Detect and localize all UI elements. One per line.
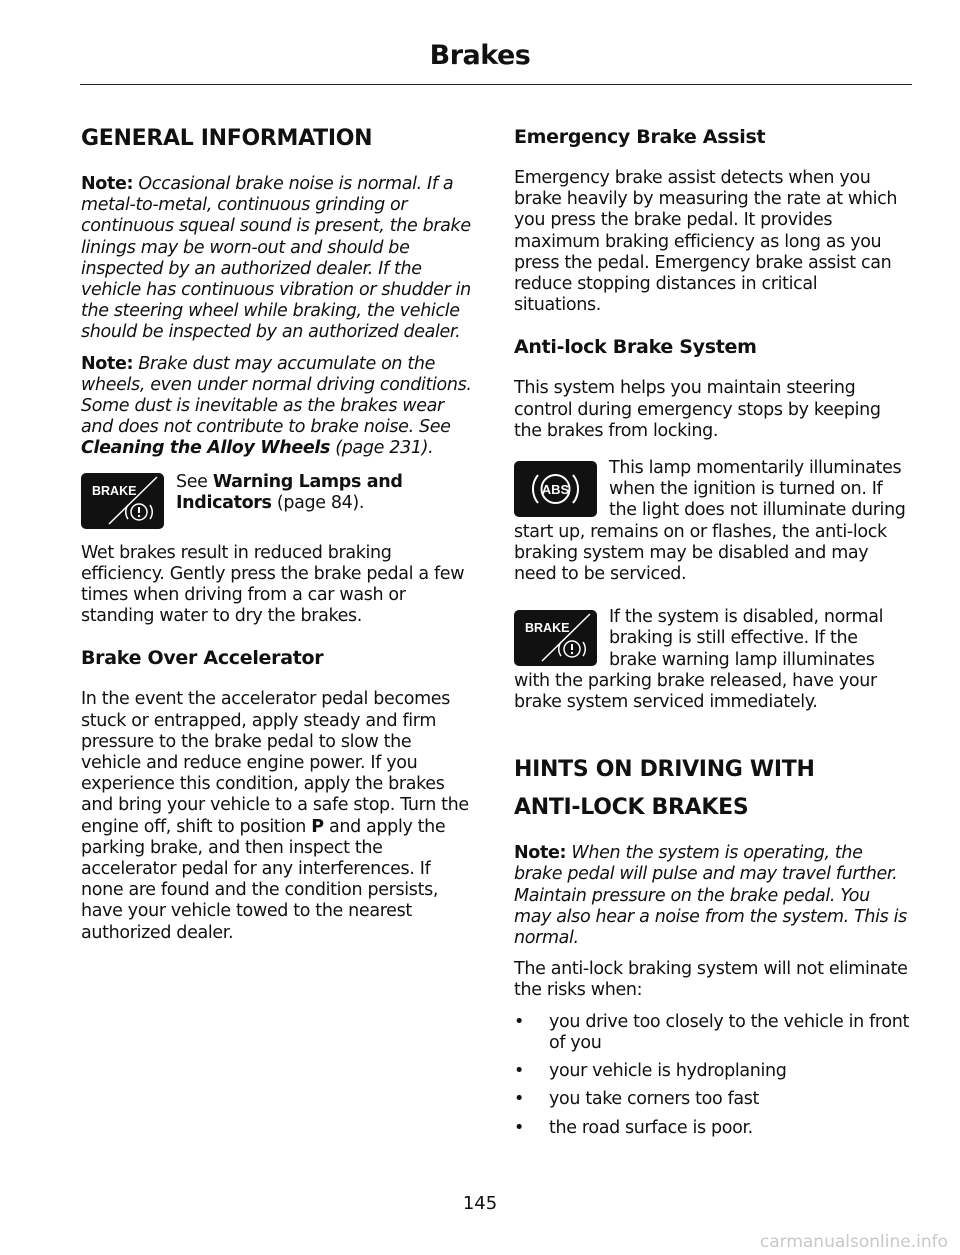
- abs-lamp-text: This lamp momentarily illuminates when the ignition is turned on. If the light does not illuminate during start up, remains on or flashes, the anti-lock braking system may be disabled and may need to be serviced.: [514, 458, 906, 585]
- brake-warning-icon: [81, 473, 164, 529]
- list-item: [514, 1061, 909, 1082]
- hints-heading-line1: HINTS ON DRIVING WITH: [514, 757, 815, 783]
- abs-lamp-label: ABS: [541, 482, 570, 498]
- list-item: [514, 1089, 909, 1110]
- hints-heading: [514, 751, 909, 827]
- note-label: Note:: [81, 174, 134, 194]
- bullet: •: [514, 1011, 524, 1032]
- abs-warning-icon: [514, 461, 597, 517]
- emergency-brake-assist-heading: Emergency Brake Assist: [514, 126, 766, 148]
- left-column: [81, 120, 476, 944]
- position-p: P: [311, 816, 324, 837]
- page-ref: (page 84).: [271, 492, 365, 513]
- anti-lock-brake-system-text: This system helps you maintain steering control during emergency stops by keeping the brakes from locking.: [514, 378, 881, 441]
- risk-list: [514, 1012, 909, 1139]
- list-item-text: you take corners too fast: [549, 1089, 760, 1110]
- note-brake-noise: [81, 174, 476, 344]
- list-item-text: the road surface is poor.: [549, 1117, 753, 1138]
- header-rule: [80, 84, 912, 85]
- cleaning-alloy-wheels-link[interactable]: Cleaning the Alloy Wheels: [81, 438, 331, 459]
- wet-brakes-text: Wet brakes result in reduced braking efficiency. Gently press the brake pedal a few times when driving from a car wash or standing water to dry the brakes.: [81, 542, 465, 627]
- list-item-text: you drive too closely to the vehicle in front of you: [549, 1011, 909, 1053]
- see-word: See: [176, 471, 213, 492]
- anti-lock-brake-system-heading: Anti-lock Brake System: [514, 336, 757, 359]
- warning-lamps-link[interactable]: Warning Lamps and Indicators: [176, 471, 403, 513]
- brake-lamp-label: BRAKE: [92, 483, 137, 498]
- bullet: •: [514, 1061, 524, 1082]
- page-ref: (page 231).: [330, 438, 434, 459]
- emergency-brake-assist-text: Emergency brake assist detects when you brake heavily by measuring the rate at which you press the brake pedal. It provides maximum braking efficiency as long as you press the pedal. Emergency brake assist can reduce stopping distances in critical situations.: [514, 168, 898, 316]
- brake-over-accelerator-text: [81, 689, 476, 943]
- note-text: Occasional brake noise is normal. If a metal-to-metal, continuous grinding or continuous squeal sound is present, the brake linings may be worn-out and should be inspected by an authorized dealer. If the vehicle has continuous vibration or shudder in the steering wheel while braking, the vehicle should be inspected by an authorized dealer.: [81, 174, 471, 343]
- general-information-heading: GENERAL INFORMATION: [81, 126, 373, 151]
- list-item-text: your vehicle is hydroplaning: [549, 1061, 787, 1082]
- bullet: •: [514, 1117, 524, 1138]
- right-column: [514, 122, 909, 1146]
- boa-text-part2: and apply the parking brake, and then inspect the accelerator pedal for any interferences. If none are found and the condition persists, have your vehicle towed to the nearest authorized dealer.: [81, 816, 446, 943]
- brake-warning-icon: [514, 610, 597, 666]
- page-header-title: Brakes: [429, 40, 531, 71]
- note-system-operating: [514, 843, 909, 949]
- bullet: •: [514, 1089, 524, 1110]
- brake-lamp-block-right: [514, 607, 909, 713]
- list-item: [514, 1012, 909, 1054]
- list-item: [514, 1118, 909, 1139]
- note-text: When the system is operating, the brake pedal will pulse and may travel further. Maintain pressure on the brake pedal. You may also hear a noise from the system. This is normal.: [514, 843, 907, 949]
- brake-lamp-label: BRAKE: [525, 621, 570, 636]
- boa-text-part1: In the event the accelerator pedal becomes stuck or entrapped, apply steady and firm pressure to the brake pedal to slow the vehicle and reduce engine power. If you experience this condition, apply the brakes and bring your vehicle to a safe stop. Turn the engine off, shift to position: [81, 689, 469, 837]
- hints-heading-line2: ANTI-LOCK BRAKES: [514, 795, 749, 821]
- watermark: carmanualsonline.info: [759, 1232, 948, 1252]
- note-text: Brake dust may accumulate on the wheels, even under normal driving conditions. Some dust is inevitable as the brakes wear and does not contribute to brake noise. See: [81, 353, 472, 438]
- brake-lamp-text: If the system is disabled, normal braking is still effective. If the brake warning lamp illuminates with the parking brake released, have your brake system serviced immediately.: [514, 607, 884, 713]
- brake-over-accelerator-heading: Brake Over Accelerator: [81, 647, 324, 670]
- note-brake-dust: [81, 354, 476, 460]
- abs-lamp-block: [514, 458, 909, 585]
- brake-lamp-block: [81, 470, 476, 533]
- note-label: Note:: [81, 353, 134, 374]
- hints-intro-text: The anti-lock braking system will not eliminate the risks when:: [514, 959, 908, 1001]
- page-number: 145: [462, 1193, 498, 1214]
- note-label: Note:: [514, 843, 567, 864]
